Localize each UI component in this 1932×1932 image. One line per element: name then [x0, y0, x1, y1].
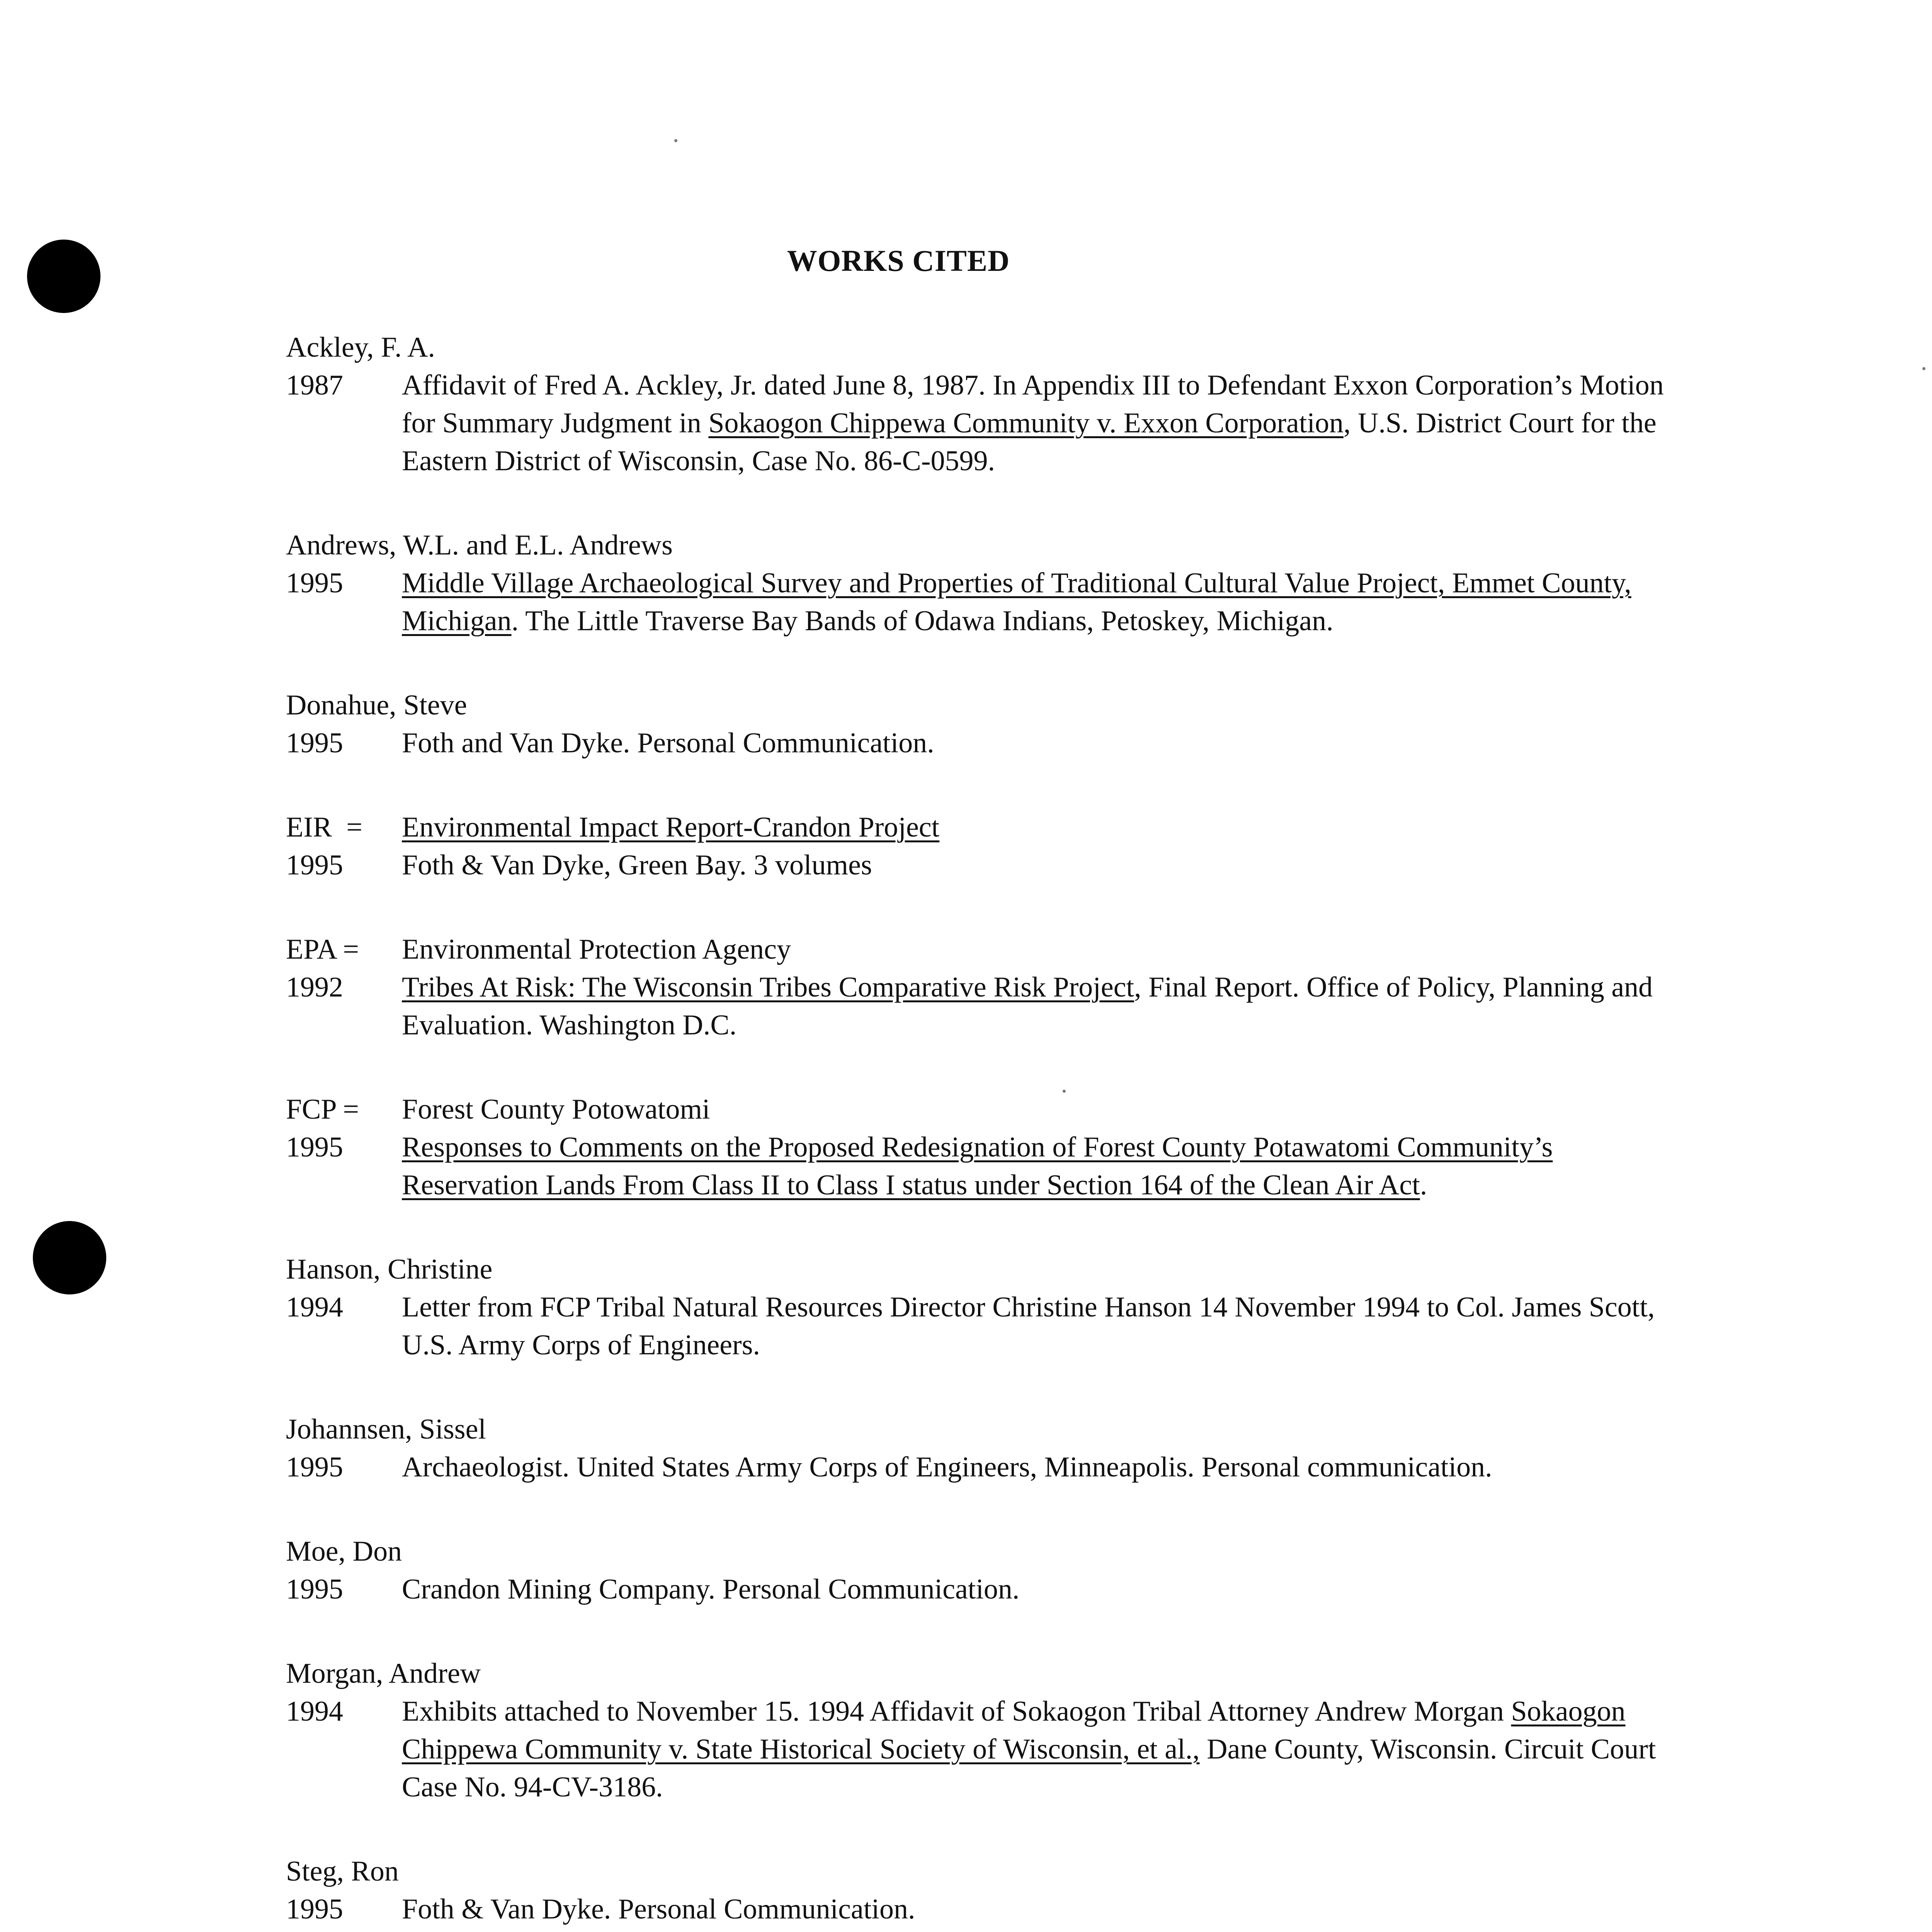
citation-year: 1994 — [286, 1291, 343, 1323]
citation-abbreviation: FCP = — [286, 1094, 359, 1125]
citation-text-segment: , U.S. District Court for the Eastern District of Wisconsin, Case No. 86-C-0599. — [402, 407, 1656, 477]
citation-title: Sokaogon Chippewa Community v. State Historical Society of Wisconsin, et al., — [402, 1696, 1626, 1765]
citation-text — [402, 1570, 1677, 1608]
citation-text — [402, 564, 1677, 640]
citation-year: 1995 — [286, 1131, 343, 1163]
citation-year: 1995 — [286, 849, 343, 881]
citation-text-segment: . — [1420, 1169, 1427, 1201]
citation-year: 1987 — [286, 369, 343, 401]
citation-year: 1995 — [286, 1451, 343, 1483]
citation-entry — [286, 930, 1677, 1044]
works-cited-list — [286, 328, 1677, 1932]
citation-abbreviation: EPA = — [286, 934, 359, 965]
citation-entry — [286, 686, 1677, 762]
citation-entry — [286, 1250, 1677, 1364]
citation-author: Morgan, Andrew — [286, 1658, 481, 1689]
citation-text — [402, 846, 1677, 884]
citation-text-segment: Letter from FCP Tribal Natural Resources Director Christine Hanson 14 November 1994 to Col. James Scott, U.S. Army Corps of Engineers. — [402, 1291, 1655, 1361]
citation-detail-line — [286, 1570, 1677, 1608]
scan-speck — [1922, 367, 1925, 370]
citation-text-segment: Foth & Van Dyke. Personal Communication. — [402, 1893, 915, 1925]
citation-entry — [286, 328, 1677, 480]
citation-author: Andrews, W.L. and E.L. Andrews — [286, 529, 673, 561]
citation-text — [402, 1692, 1677, 1806]
citation-entry — [286, 1410, 1677, 1486]
citation-text — [402, 1448, 1677, 1486]
citation-author: Donahue, Steve — [286, 689, 467, 721]
citation-year: 1992 — [286, 971, 343, 1003]
citation-title: Tribes At Risk: The Wisconsin Tribes Comparative Risk Project — [402, 971, 1134, 1003]
citation-text-segment: Affidavit of Fred A. Ackley, Jr. dated June 8, 1987. In Appendix III to Defendant Exxon Corporation’s Motion for Summary Judgment in — [402, 369, 1664, 439]
citation-text — [402, 724, 1677, 762]
citation-year: 1995 — [286, 1573, 343, 1605]
citation-title: Responses to Comments on the Proposed Redesignation of Forest County Potawatomi Community’s Reservation Lands From Class II to Class I status under Section 164 of the Clean Air Act — [402, 1131, 1553, 1201]
page-title: WORKS CITED — [787, 244, 1010, 277]
citation-abbreviation-expansion: Forest County Potowatomi — [402, 1094, 710, 1125]
citation-entry — [286, 1655, 1677, 1806]
citation-detail-line — [286, 1448, 1677, 1486]
citation-detail-line — [286, 366, 1677, 480]
citation-title: Sokaogon Chippewa Community v. Exxon Corporation — [708, 407, 1344, 439]
citation-entry — [286, 1852, 1677, 1928]
citation-text — [402, 1890, 1677, 1928]
citation-detail-line — [286, 1692, 1677, 1806]
citation-text — [402, 968, 1677, 1044]
citation-author: Steg, Ron — [286, 1855, 399, 1887]
citation-abbreviation-expansion: Environmental Impact Report-Crandon Project — [402, 811, 940, 843]
citation-detail-line — [286, 1128, 1677, 1204]
citation-text-segment: , Final Report. Office of Policy, Planning and Evaluation. Washington D.C. — [402, 971, 1653, 1041]
citation-abbreviation: EIR = — [286, 811, 362, 843]
citation-text-segment: Exhibits attached to November 15. 1994 Affidavit of Sokaogon Tribal Attorney Andrew Morgan — [402, 1696, 1511, 1727]
scan-speck — [674, 139, 677, 142]
citation-text — [402, 1288, 1677, 1364]
citation-year: 1995 — [286, 567, 343, 599]
citation-year: 1995 — [286, 727, 343, 759]
citation-text-segment: Foth and Van Dyke. Personal Communication. — [402, 727, 934, 759]
citation-detail-line — [286, 724, 1677, 762]
citation-text — [402, 366, 1677, 480]
citation-author: Ackley, F. A. — [286, 332, 435, 363]
citation-detail-line — [286, 564, 1677, 640]
citation-author: Johannsen, Sissel — [286, 1413, 486, 1445]
citation-abbreviation-line — [286, 930, 1677, 968]
citation-entry — [286, 1532, 1677, 1608]
punch-hole-middle — [33, 1221, 106, 1294]
citation-author: Moe, Don — [286, 1536, 402, 1567]
citation-text-segment: . The Little Traverse Bay Bands of Odawa Indians, Petoskey, Michigan. — [511, 605, 1333, 637]
citation-detail-line — [286, 968, 1677, 1044]
citation-text-segment: Foth & Van Dyke, Green Bay. 3 volumes — [402, 849, 872, 881]
citation-text-segment: Dane County, Wisconsin. Circuit Court Case No. 94-CV-3186. — [402, 1733, 1656, 1803]
citation-text-segment: Archaeologist. United States Army Corps of Engineers, Minneapolis. Personal communication. — [402, 1451, 1492, 1483]
citation-detail-line — [286, 1288, 1677, 1364]
citation-detail-line — [286, 846, 1677, 884]
citation-detail-line — [286, 1890, 1677, 1928]
citation-year: 1994 — [286, 1696, 343, 1727]
citation-text-segment: Crandon Mining Company. Personal Communication. — [402, 1573, 1020, 1605]
citation-entry — [286, 1090, 1677, 1204]
citation-entry — [286, 526, 1677, 640]
citation-title: Middle Village Archaeological Survey and Properties of Traditional Cultural Value Project, Emmet County, Michigan — [402, 567, 1631, 637]
citation-abbreviation-expansion: Environmental Protection Agency — [402, 934, 791, 965]
citation-author: Hanson, Christine — [286, 1253, 493, 1285]
citation-text — [402, 1128, 1677, 1204]
citation-abbreviation-line — [286, 1090, 1677, 1128]
citation-year: 1995 — [286, 1893, 343, 1925]
citation-entry — [286, 808, 1677, 884]
citation-abbreviation-line — [286, 808, 1677, 846]
